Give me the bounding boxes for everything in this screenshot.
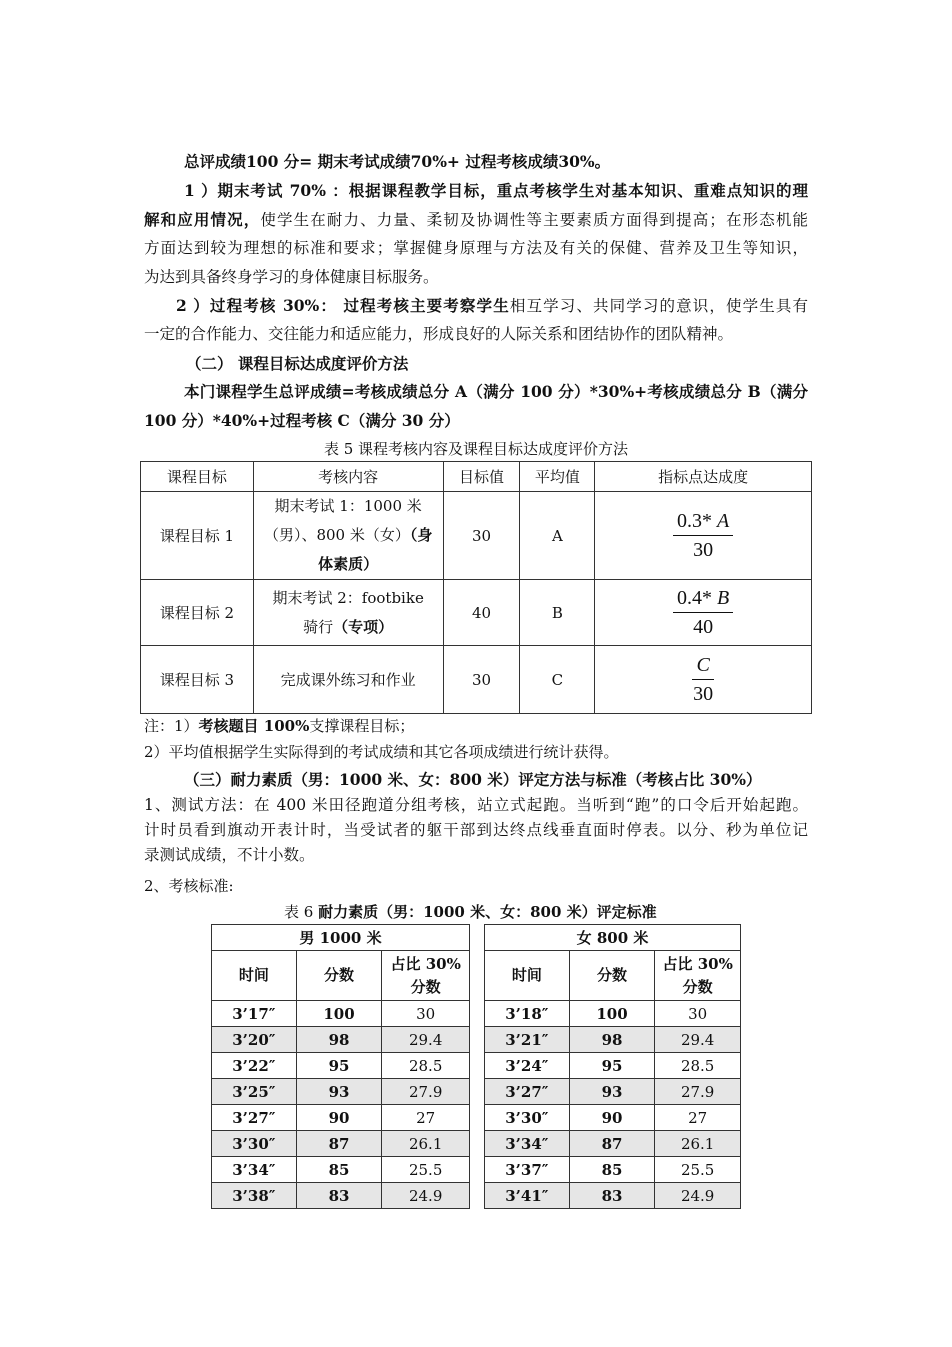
content-text: （男）、800 米（女） [263, 526, 410, 544]
fraction-coef: 0.3 [677, 510, 703, 532]
score-cell: 98 [569, 1027, 655, 1053]
score-cell: 98 [296, 1027, 382, 1053]
male-header-score: 分数 [296, 951, 382, 1001]
item2-line1 [176, 296, 808, 316]
item1-rest: 使学生在耐力、力量、柔韧及协调性等主要素质方面得到提高；在形态机能 [260, 211, 808, 229]
grade-formula: 总评成绩100 分= 期末考试成绩70%+ 过程考核成绩30%。 [184, 152, 611, 171]
time-cell: 3’30″ [212, 1131, 297, 1157]
table-row [212, 1131, 470, 1157]
avg-cell: B [520, 580, 595, 646]
fraction-den: 40 [693, 616, 714, 638]
pct-cell: 27 [655, 1105, 741, 1131]
achievement-cell [595, 646, 812, 714]
score-cell: 83 [569, 1183, 655, 1209]
time-cell: 3’20″ [212, 1027, 297, 1053]
table-row [141, 646, 812, 714]
score-cell: 87 [296, 1131, 382, 1157]
fraction-den: 30 [693, 683, 714, 705]
female-header-pct: 占比 30% 分数 [655, 951, 741, 1001]
pct-cell: 27 [382, 1105, 470, 1131]
table-row [212, 1079, 470, 1105]
content-bold: （专项） [333, 617, 394, 636]
table5-header-row [141, 462, 812, 492]
pct-cell: 27.9 [655, 1079, 741, 1105]
content-cell [253, 580, 443, 646]
table6-caption [284, 902, 657, 922]
table5-caption: 表 5 课程考核内容及课程目标达成度评价方法 [323, 440, 629, 458]
table-row [485, 1079, 741, 1105]
item1-line1 [184, 181, 808, 201]
section2-formula-line2: 100 分）*40%+过程考核 C（满分 30 分） [144, 411, 460, 430]
avg-cell: A [520, 492, 595, 580]
female-header-time: 时间 [485, 951, 570, 1001]
note1-rest: 支撑课程目标； [309, 717, 415, 735]
standard-label: 2、考核标准: [144, 877, 234, 895]
pct-cell: 25.5 [382, 1157, 470, 1183]
achievement-cell [595, 580, 812, 646]
pct-cell: 29.4 [655, 1027, 741, 1053]
fraction-den: 30 [693, 539, 714, 561]
pct-cell: 30 [655, 1001, 741, 1027]
pct-cell: 30 [382, 1001, 470, 1027]
table-row [141, 492, 812, 580]
achievement-cell [595, 492, 812, 580]
content-cell [253, 492, 443, 580]
item1-line3: 方面达到较为理想的标准和要求；掌握健身原理与方法及有关的保健、营养及卫生等知识， [144, 239, 808, 257]
score-cell: 83 [296, 1183, 382, 1209]
table-row [485, 1131, 741, 1157]
time-cell: 3’25″ [212, 1079, 297, 1105]
table6-caption-prefix: 表 6 [284, 903, 319, 921]
note2: 2）平均值根据学生实际得到的考试成绩和其它各项成绩进行统计获得。 [144, 743, 619, 761]
table-row [485, 1053, 741, 1079]
section2-formula-line1: 本门课程学生总评成绩=考核成绩总分 A（满分 100 分）*30%+考核成绩总分 B（满分 [184, 382, 808, 401]
fraction-var: A [717, 510, 730, 532]
table-row [212, 1157, 470, 1183]
fraction-coef: 0.4 [677, 587, 703, 609]
time-cell: 3’21″ [485, 1027, 570, 1053]
time-cell: 3’22″ [212, 1053, 297, 1079]
table6-male [211, 924, 470, 1209]
method-line3: 录测试成绩，不计小数。 [144, 846, 315, 864]
content-text: 期末考试 2：footbike [272, 588, 424, 607]
target-cell: 30 [443, 646, 520, 714]
target-cell: 40 [443, 580, 520, 646]
pct-cell: 27.9 [382, 1079, 470, 1105]
table5-header-achievement: 指标点达成度 [595, 462, 812, 492]
pct-cell: 26.1 [655, 1131, 741, 1157]
time-cell: 3’18″ [485, 1001, 570, 1027]
goal-cell: 课程目标 3 [141, 646, 254, 714]
goal-cell: 课程目标 1 [141, 492, 254, 580]
time-cell: 3’27″ [485, 1079, 570, 1105]
score-cell: 87 [569, 1131, 655, 1157]
content-text: 期末考试 1：1000 米 [274, 497, 422, 515]
item2-line2: 一定的合作能力、交往能力和适应能力，形成良好的人际关系和团结协作的团队精神。 [144, 325, 734, 343]
score-cell: 100 [569, 1001, 655, 1027]
content-bold: （身 [409, 526, 433, 544]
table5-header-content: 考核内容 [253, 462, 443, 492]
time-cell: 3’27″ [212, 1105, 297, 1131]
male-header-pct: 占比 30% 分数 [382, 951, 470, 1001]
score-cell: 93 [569, 1079, 655, 1105]
pct-cell: 28.5 [655, 1053, 741, 1079]
time-cell: 3’34″ [212, 1157, 297, 1183]
male-header-time: 时间 [212, 951, 297, 1001]
table-row [485, 1027, 741, 1053]
fraction-formula: $\frac{0.3* A}{30}$ [673, 510, 733, 561]
item1-line4: 为达到具备终身学习的身体健康目标服务。 [144, 268, 439, 286]
fraction-formula [692, 654, 713, 705]
score-cell: 95 [296, 1053, 382, 1079]
female-header-score: 分数 [569, 951, 655, 1001]
note1-prefix: 注：1） [144, 717, 199, 735]
score-cell: 85 [569, 1157, 655, 1183]
method-line2: 计时员看到旗动开表计时，当受试者的躯干部到达终点线垂直面时停表。以分、秒为单位记 [144, 821, 808, 839]
pct-cell: 28.5 [382, 1053, 470, 1079]
table5-header-goal: 课程目标 [141, 462, 254, 492]
content-cell: 完成课外练习和作业 [253, 646, 443, 714]
table-row [485, 1157, 741, 1183]
pct-cell: 26.1 [382, 1131, 470, 1157]
fraction-var: B [717, 587, 730, 609]
avg-cell: C [520, 646, 595, 714]
table5-header-avg: 平均值 [520, 462, 595, 492]
item1-line2 [144, 210, 808, 230]
content-text: 骑行 [303, 617, 334, 636]
table-row [485, 1105, 741, 1131]
item2-rest: 相互学习、共同学习的意识，使学生具有 [509, 297, 808, 315]
item1-bold2: 解和应用情况， [144, 210, 261, 229]
score-cell: 85 [296, 1157, 382, 1183]
table-row [141, 580, 812, 646]
female-title: 女 800 米 [485, 925, 741, 951]
table-row [212, 1027, 470, 1053]
goal-cell: 课程目标 2 [141, 580, 254, 646]
time-cell: 3’38″ [212, 1183, 297, 1209]
table-row [212, 1053, 470, 1079]
table-row [212, 1183, 470, 1209]
table-row [485, 1183, 741, 1209]
content-bold: 体素质） [318, 555, 379, 573]
item2-bold: 2 ）过程考核 30%： 过程考核主要考察学生 [176, 296, 510, 315]
time-cell: 3’41″ [485, 1183, 570, 1209]
time-cell: 3’17″ [212, 1001, 297, 1027]
fraction-formula: $\frac{0.4* B}{40}$ [673, 587, 733, 638]
table-row [212, 1001, 470, 1027]
pct-cell: 24.9 [655, 1183, 741, 1209]
table5 [140, 461, 812, 714]
table5-header-target: 目标值 [443, 462, 520, 492]
method-line1: 1、测试方法：在 400 米田径跑道分组考核，站立式起跑。当听到“跑”的口令后开始起跑。 [144, 796, 808, 814]
time-cell: 3’34″ [485, 1131, 570, 1157]
score-cell: 90 [569, 1105, 655, 1131]
section2-heading: （二） 课程目标达成度评价方法 [186, 354, 409, 373]
table6-caption-bold: 耐力素质（男：1000 米、女：800 米）评定标准 [318, 903, 657, 921]
target-cell: 30 [443, 492, 520, 580]
fraction-var: C [696, 654, 710, 676]
score-cell: 95 [569, 1053, 655, 1079]
time-cell: 3’37″ [485, 1157, 570, 1183]
time-cell: 3’24″ [485, 1053, 570, 1079]
time-cell: 3’30″ [485, 1105, 570, 1131]
pct-cell: 25.5 [655, 1157, 741, 1183]
item1-bold: 1 ）期末考试 70% ：根据课程教学目标，重点考核学生对基本知识、重难点知识的理 [184, 181, 808, 200]
section3-heading: （三）耐力素质（男：1000 米、女：800 米）评定方法与标准（考核占比 30%） [184, 770, 762, 789]
score-cell: 90 [296, 1105, 382, 1131]
table6-female [484, 924, 741, 1209]
pct-cell: 24.9 [382, 1183, 470, 1209]
table-row [212, 1105, 470, 1131]
table-row [485, 1001, 741, 1027]
score-cell: 93 [296, 1079, 382, 1105]
score-cell: 100 [296, 1001, 382, 1027]
note1-bold: 考核题目 100% [198, 717, 310, 735]
note1 [144, 716, 414, 736]
pct-cell: 29.4 [382, 1027, 470, 1053]
male-title: 男 1000 米 [212, 925, 470, 951]
